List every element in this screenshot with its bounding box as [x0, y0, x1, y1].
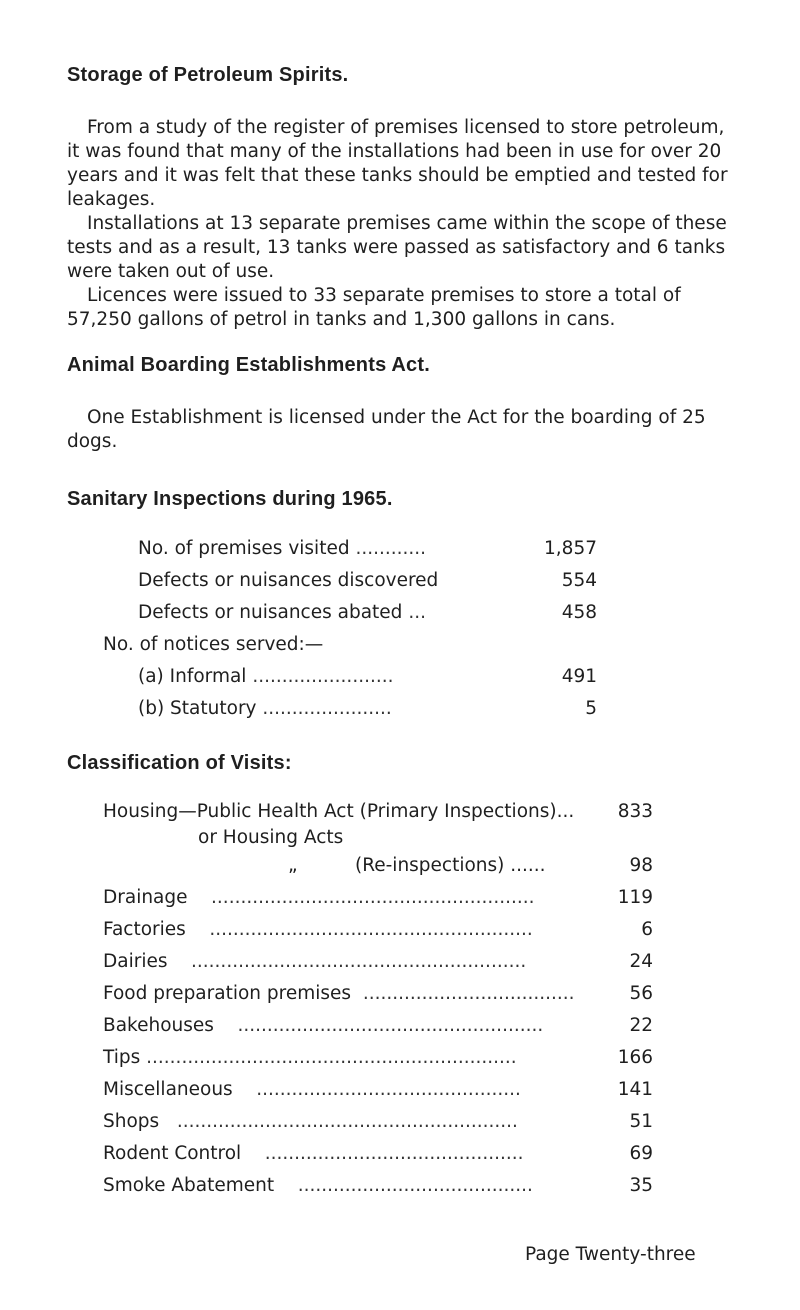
visit-row-value: 6 — [641, 919, 653, 940]
visit-row-value: 56 — [629, 983, 653, 1004]
visit-row-label: Food preparation premises — [103, 983, 352, 1004]
visit-row-value: 24 — [629, 951, 653, 972]
reinspection-value: 98 — [629, 855, 653, 876]
visit-row-label: Miscellaneous — [103, 1079, 233, 1100]
visit-row-label: Shops — [103, 1111, 160, 1132]
sanitary-row-value: 5 — [585, 698, 597, 719]
visit-row-label: Dairies — [103, 951, 168, 972]
visit-row-value: 141 — [617, 1079, 653, 1100]
leader-dots: .................................................... — [237, 1015, 544, 1036]
animal-paragraph: One Establishment is licensed under the Act for the boarding of 25 dogs. — [67, 407, 706, 452]
visit-row-label: Factories — [103, 919, 186, 940]
storage-heading: Storage of Petroleum Spirits. — [67, 64, 349, 86]
sanitary-row-label: (a) Informal — [138, 666, 247, 687]
visit-row-value: 69 — [629, 1143, 653, 1164]
leader-dots: .................................... — [362, 983, 575, 1004]
visit-row-label: Tips — [103, 1047, 141, 1068]
sanitary-heading: Sanitary Inspections during 1965. — [67, 488, 393, 510]
leader-dots: .......................................................... — [176, 1111, 518, 1132]
leader-dots: ............................................................... — [146, 1047, 517, 1068]
leader-dots: ............ — [355, 538, 427, 559]
storage-paragraph-3: Licences were issued to 33 separate premises to store a total of 57,250 gallons of petrol in tanks and 1,300 gallons in cans. — [67, 285, 681, 330]
visit-row-label: Rodent Control — [103, 1143, 242, 1164]
leader-dots: ........................................ — [297, 1175, 533, 1196]
visit-row-label: Smoke Abatement — [103, 1175, 275, 1196]
sanitary-row-label: No. of premises visited — [138, 538, 350, 559]
leader-dots: ............................................. — [256, 1079, 521, 1100]
housing-value: 833 — [617, 801, 653, 822]
page-number: Page Twenty-three — [525, 1244, 696, 1265]
visit-row-value: 51 — [629, 1111, 653, 1132]
housing-label: Housing—Public Health Act (Primary Inspections)... — [103, 801, 575, 822]
animal-heading: Animal Boarding Establishments Act. — [67, 354, 430, 376]
sanitary-row-label: Defects or nuisances discovered — [138, 570, 439, 591]
leader-dots: ... — [408, 602, 426, 623]
visit-row-value: 119 — [617, 887, 653, 908]
classification-heading: Classification of Visits: — [67, 752, 292, 774]
storage-body — [67, 116, 737, 332]
visit-row-value: 22 — [629, 1015, 653, 1036]
visit-row-label: Bakehouses — [103, 1015, 214, 1036]
visit-row-value: 35 — [629, 1175, 653, 1196]
visit-row-value: 166 — [617, 1047, 653, 1068]
reinspection-label: (Re-inspections) ...... — [355, 855, 546, 876]
ditto-mark: „ — [288, 855, 298, 876]
visit-row-label: Drainage — [103, 887, 188, 908]
sanitary-row-value: 1,857 — [544, 538, 597, 559]
leader-dots: ....................................................... — [209, 919, 533, 940]
storage-paragraph-2: Installations at 13 separate premises came within the scope of these tests and as a result, 13 tanks were passed as satisfactory and 6 tanks were taken out of use. — [67, 213, 727, 282]
storage-paragraph-1: From a study of the register of premises licensed to store petroleum, it was found that many of the installations had been in use for over 20 years and it was felt that these tanks should be emptied and tested for leakages. — [67, 117, 728, 210]
leader-dots: ......................................................... — [191, 951, 527, 972]
housing-label-continued: or Housing Acts — [198, 827, 344, 848]
sanitary-row-label: No. of notices served:— — [103, 634, 324, 655]
animal-body — [67, 406, 737, 454]
sanitary-row-value: 554 — [561, 570, 597, 591]
sanitary-row-value: 491 — [561, 666, 597, 687]
leader-dots: ....................................................... — [211, 887, 535, 908]
leader-dots: ...................... — [262, 698, 392, 719]
sanitary-row-value: 458 — [561, 602, 597, 623]
leader-dots: ........................ — [252, 666, 394, 687]
sanitary-row-label: Defects or nuisances abated — [138, 602, 403, 623]
leader-dots: ............................................ — [264, 1143, 524, 1164]
sanitary-row-label: (b) Statutory — [138, 698, 257, 719]
